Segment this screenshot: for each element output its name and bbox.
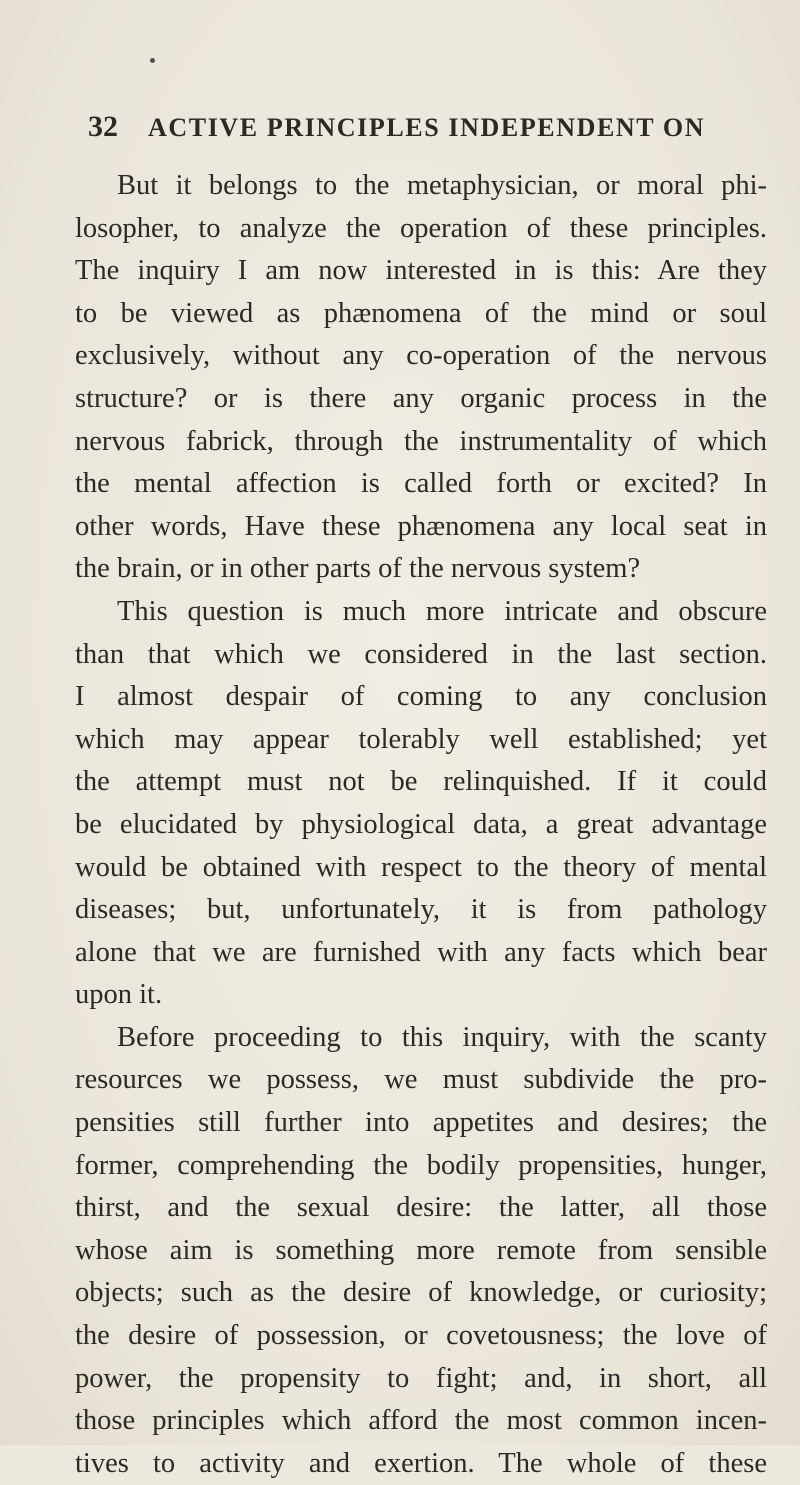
ink-speck bbox=[150, 58, 155, 63]
text-line: exclusively, without any co-operation of the nervous bbox=[75, 340, 767, 372]
text-line: The inquiry I am now interested in is this: Are they bbox=[75, 255, 767, 287]
text-line: objects; such as the desire of knowledge, or curiosity; bbox=[75, 1277, 767, 1309]
text-line: the brain, or in other parts of the nervous system? bbox=[75, 553, 641, 585]
text-line: the mental affection is called forth or excited? In bbox=[75, 468, 767, 500]
text-line: to be viewed as phænomena of the mind or soul bbox=[75, 297, 767, 329]
text-line: tives to activity and exertion. The whole of these bbox=[75, 1447, 767, 1479]
text-line: alone that we are furnished with any facts which bear bbox=[75, 936, 767, 968]
text-line: which may appear tolerably well established; yet bbox=[75, 723, 767, 755]
text-line: nervous fabrick, through the instrumentality of which bbox=[75, 425, 767, 457]
text-line: diseases; but, unfortunately, it is from pathology bbox=[75, 894, 767, 926]
text-line: be elucidated by physiological data, a great advantage bbox=[75, 808, 767, 840]
text-line: thirst, and the sexual desire: the latter, all those bbox=[75, 1192, 767, 1224]
text-line: would be obtained with respect to the theory of mental bbox=[75, 851, 767, 883]
text-line: structure? or is there any organic process in the bbox=[75, 382, 767, 414]
text-line: upon it. bbox=[75, 979, 163, 1011]
text-line: the attempt must not be relinquished. If it could bbox=[75, 766, 767, 798]
text-line: former, comprehending the bodily propensities, hunger, bbox=[75, 1149, 767, 1181]
text-line: other words, Have these phænomena any local seat in bbox=[75, 510, 767, 542]
text-line: I almost despair of coming to any conclusion bbox=[75, 681, 767, 713]
text-line: those principles which afford the most common incen- bbox=[75, 1405, 767, 1437]
running-title: ACTIVE PRINCIPLES INDEPENDENT ON bbox=[148, 113, 706, 142]
text-line: But it belongs to the metaphysician, or moral phi- bbox=[117, 170, 767, 201]
page-number: 32 bbox=[88, 110, 118, 143]
text-line: Before proceeding to this inquiry, with the scanty bbox=[117, 1021, 767, 1053]
text-line: power, the propensity to fight; and, in short, all bbox=[75, 1362, 767, 1394]
text-line: resources we possess, we must subdivide the pro- bbox=[75, 1064, 767, 1096]
text-line: the desire of possession, or covetousness; the love of bbox=[75, 1320, 767, 1352]
text-line: than that which we considered in the last section. bbox=[75, 638, 767, 670]
page-header bbox=[88, 110, 728, 150]
text-line: losopher, to analyze the operation of these principles. bbox=[75, 212, 767, 244]
text-line: whose aim is something more remote from sensible bbox=[75, 1234, 767, 1266]
text-line: pensities still further into appetites and desires; the bbox=[75, 1107, 767, 1139]
text-line: This question is much more intricate and obscure bbox=[117, 595, 767, 627]
body-text bbox=[75, 165, 767, 1485]
